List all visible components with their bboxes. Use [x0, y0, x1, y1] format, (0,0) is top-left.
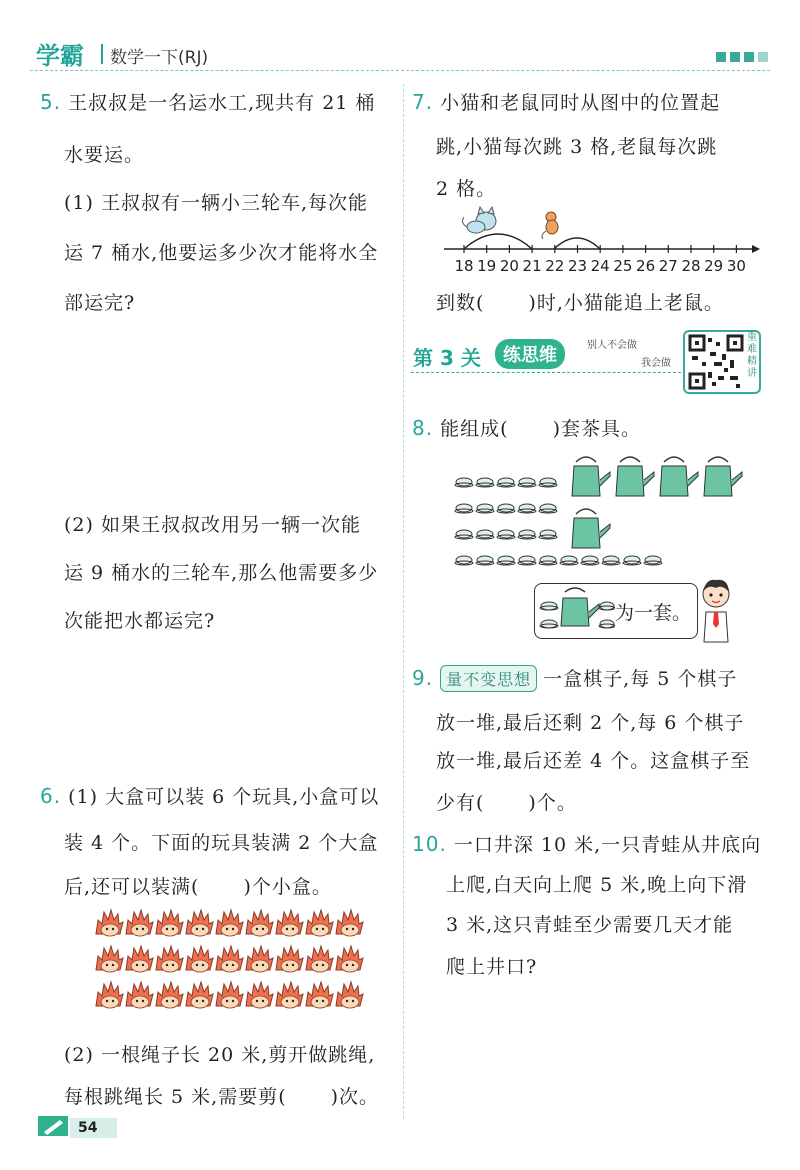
number-line-label: 30 — [726, 257, 746, 275]
teapot-icon — [572, 509, 610, 548]
number-line-label: 20 — [499, 257, 519, 275]
number-line-label: 26 — [636, 257, 656, 275]
column-divider — [403, 84, 404, 1119]
q9-text: )个。 — [528, 792, 577, 814]
cat-icon — [463, 207, 496, 233]
q6-part1: (1) 大盒可以装 6 个玩具,小盒可以 — [68, 786, 380, 808]
q6-text: 每根跳绳长 5 米,需要剪( — [64, 1086, 287, 1108]
teapot-icon — [616, 457, 654, 496]
boy-icon — [696, 578, 736, 644]
q7-line — [412, 88, 720, 115]
hedgehog-icon — [306, 946, 333, 972]
hedgehog-icon — [276, 982, 303, 1008]
q6-text: )次。 — [330, 1086, 380, 1108]
cup-icon — [623, 556, 641, 565]
header-square — [758, 52, 768, 62]
hedgehog-icon — [246, 946, 273, 972]
header-square — [744, 52, 754, 62]
cup-icon — [476, 504, 494, 513]
cup-icon — [539, 478, 557, 487]
q9-line — [412, 664, 737, 692]
cup-icon — [476, 530, 494, 539]
hedgehog-icon — [96, 910, 123, 936]
cup-icon — [518, 530, 536, 539]
hedgehog-icon — [186, 946, 213, 972]
q8-text: 能组成( — [440, 418, 509, 440]
q7-text: 跳,小猫每次跳 3 格,老鼠每次跳 — [436, 136, 718, 158]
cup-icon — [602, 556, 620, 565]
cup-icon — [539, 504, 557, 513]
header-divider — [101, 44, 103, 64]
q8-number: 8. — [412, 416, 434, 440]
tea-set-grid — [454, 452, 764, 572]
q5-line — [40, 88, 375, 115]
cup-icon — [518, 556, 536, 565]
mouse-icon — [542, 212, 558, 239]
teapot-icon — [561, 588, 599, 626]
q7-number: 7. — [412, 90, 434, 114]
number-line-label: 21 — [522, 257, 542, 275]
hedgehog-icon — [156, 982, 183, 1008]
number-line-label: 18 — [454, 257, 474, 275]
hedgehog-icon — [246, 910, 273, 936]
number-line-label: 29 — [704, 257, 724, 275]
number-line-label: 22 — [545, 257, 565, 275]
cup-icon — [540, 602, 558, 610]
q9-text: 少有( — [436, 792, 485, 814]
hedgehog-icon — [126, 982, 153, 1008]
cup-icon — [455, 504, 473, 513]
cup-icon — [476, 478, 494, 487]
page-number: 54 — [70, 1118, 117, 1138]
q6-number: 6. — [40, 784, 62, 808]
section-note: 我会做 — [641, 358, 671, 369]
cup-icon — [599, 602, 615, 610]
cup-icon — [539, 530, 557, 539]
section-header — [411, 328, 771, 396]
hedgehog-icon — [96, 982, 123, 1008]
q10-text: 3 米,这只青蛙至少需要几天才能 — [446, 914, 734, 936]
cup-icon — [518, 478, 536, 487]
hedgehog-icon — [126, 946, 153, 972]
q5-part1: 部运完? — [64, 292, 136, 314]
q6-text: 后,还可以装满( — [64, 876, 200, 898]
cup-icon — [497, 478, 515, 487]
q6-text: )个小盒。 — [243, 876, 332, 898]
teapot-icon — [572, 457, 610, 496]
q5-part2: (2) 如果王叔叔改用另一辆一次能 — [64, 514, 361, 536]
cup-icon — [644, 556, 662, 565]
qr-label: 重难精讲 — [747, 332, 757, 379]
cat-jump-arc — [464, 234, 532, 249]
number-line-label: 25 — [613, 257, 633, 275]
q7-text: 到数( — [436, 292, 485, 314]
cup-icon — [539, 556, 557, 565]
number-line-label: 28 — [681, 257, 701, 275]
q9-last — [436, 788, 577, 815]
q8-line — [412, 414, 641, 441]
pencil-icon — [38, 1114, 68, 1138]
q6-part1-last — [64, 872, 332, 899]
q5-text: 王叔叔是一名运水工,现共有 21 桶 — [68, 92, 376, 114]
hedgehog-icon — [276, 910, 303, 936]
hedgehog-icon — [156, 946, 183, 972]
q8-text: )套茶具。 — [552, 418, 641, 440]
hedgehog-icon — [336, 910, 363, 936]
header-logo: 学霸 — [36, 42, 84, 70]
cup-icon — [455, 556, 473, 565]
q5-part1: 运 7 桶水,他要运多少次才能将水全 — [64, 242, 379, 264]
speech-bubble — [534, 583, 698, 639]
number-line-label: 27 — [658, 257, 678, 275]
hedgehog-icon — [186, 910, 213, 936]
cup-icon — [455, 478, 473, 487]
q10-text: 上爬,白天向上爬 5 米,晚上向下滑 — [446, 874, 748, 896]
hedgehog-icon — [276, 946, 303, 972]
cup-icon — [540, 620, 558, 628]
cup-icon — [497, 504, 515, 513]
q9-text: 放一堆,最后还剩 2 个,每 6 个棋子 — [436, 712, 745, 734]
q9-text: 放一堆,最后还差 4 个。这盒棋子至 — [436, 750, 751, 772]
teapot-icon — [660, 457, 698, 496]
hedgehog-icon — [216, 946, 243, 972]
q9-text: 一盒棋子,每 5 个棋子 — [543, 668, 738, 690]
q5-part1: (1) 王叔叔有一辆小三轮车,每次能 — [64, 192, 368, 214]
hedgehog-icon — [336, 946, 363, 972]
header-square — [716, 52, 726, 62]
q7-text: )时,小猫能追上老鼠。 — [528, 292, 724, 314]
hedgehog-icon — [216, 910, 243, 936]
hedgehog-grid — [92, 904, 372, 1016]
q7-text: 2 格。 — [436, 178, 497, 200]
q9-number: 9. — [412, 666, 434, 690]
tea-set-example — [537, 586, 615, 636]
cup-icon — [476, 556, 494, 565]
q6-part2-last — [64, 1082, 379, 1109]
header-subtitle: 数学一下(RJ) — [110, 48, 209, 68]
hedgehog-icon — [186, 982, 213, 1008]
cup-icon — [560, 556, 578, 565]
number-line-label: 24 — [590, 257, 610, 275]
q10-number: 10. — [412, 832, 447, 856]
hedgehog-icon — [306, 910, 333, 936]
q5-number: 5. — [40, 90, 62, 114]
bubble-text: 为一套。 — [615, 602, 692, 624]
q5-part2: 次能把水都运完? — [64, 610, 216, 632]
q7-answer — [436, 288, 724, 315]
header-square — [730, 52, 740, 62]
section-note: 别人不会做 — [587, 340, 637, 351]
cup-icon — [497, 556, 515, 565]
qr-code-icon — [688, 334, 744, 390]
hedgehog-icon — [156, 910, 183, 936]
q10-text: 爬上井口? — [446, 956, 538, 978]
q10-line — [412, 830, 761, 857]
hedgehog-icon — [96, 946, 123, 972]
section-pill: 练思维 — [495, 339, 565, 369]
section-rule — [411, 372, 681, 373]
q7-text: 小猫和老鼠同时从图中的位置起 — [440, 92, 721, 114]
hedgehog-icon — [126, 910, 153, 936]
number-line-label: 23 — [567, 257, 588, 275]
hedgehog-icon — [246, 982, 273, 1008]
number-line-arrow — [752, 245, 760, 253]
section-title: 第 3 关 — [413, 346, 481, 370]
hedgehog-icon — [336, 982, 363, 1008]
cup-icon — [497, 530, 515, 539]
header-rule — [30, 70, 770, 71]
cup-icon — [455, 530, 473, 539]
q9-tag: 量不变思想 — [440, 665, 537, 692]
q5-part2: 运 9 桶水的三轮车,那么他需要多少 — [64, 562, 379, 584]
hedgehog-icon — [306, 982, 333, 1008]
q6-part2: (2) 一根绳子长 20 米,剪开做跳绳, — [64, 1044, 376, 1066]
number-line — [440, 205, 760, 280]
number-line-label: 19 — [477, 257, 497, 275]
cup-icon — [599, 620, 615, 628]
q6-part1: 装 4 个。下面的玩具装满 2 个大盒 — [64, 832, 379, 854]
teapot-icon — [704, 457, 742, 496]
q10-text: 一口井深 10 米,一只青蛙从井底向 — [453, 834, 762, 856]
hedgehog-icon — [216, 982, 243, 1008]
q6-line — [40, 782, 379, 809]
cup-icon — [581, 556, 599, 565]
q5-text: 水要运。 — [64, 144, 145, 166]
cup-icon — [518, 504, 536, 513]
